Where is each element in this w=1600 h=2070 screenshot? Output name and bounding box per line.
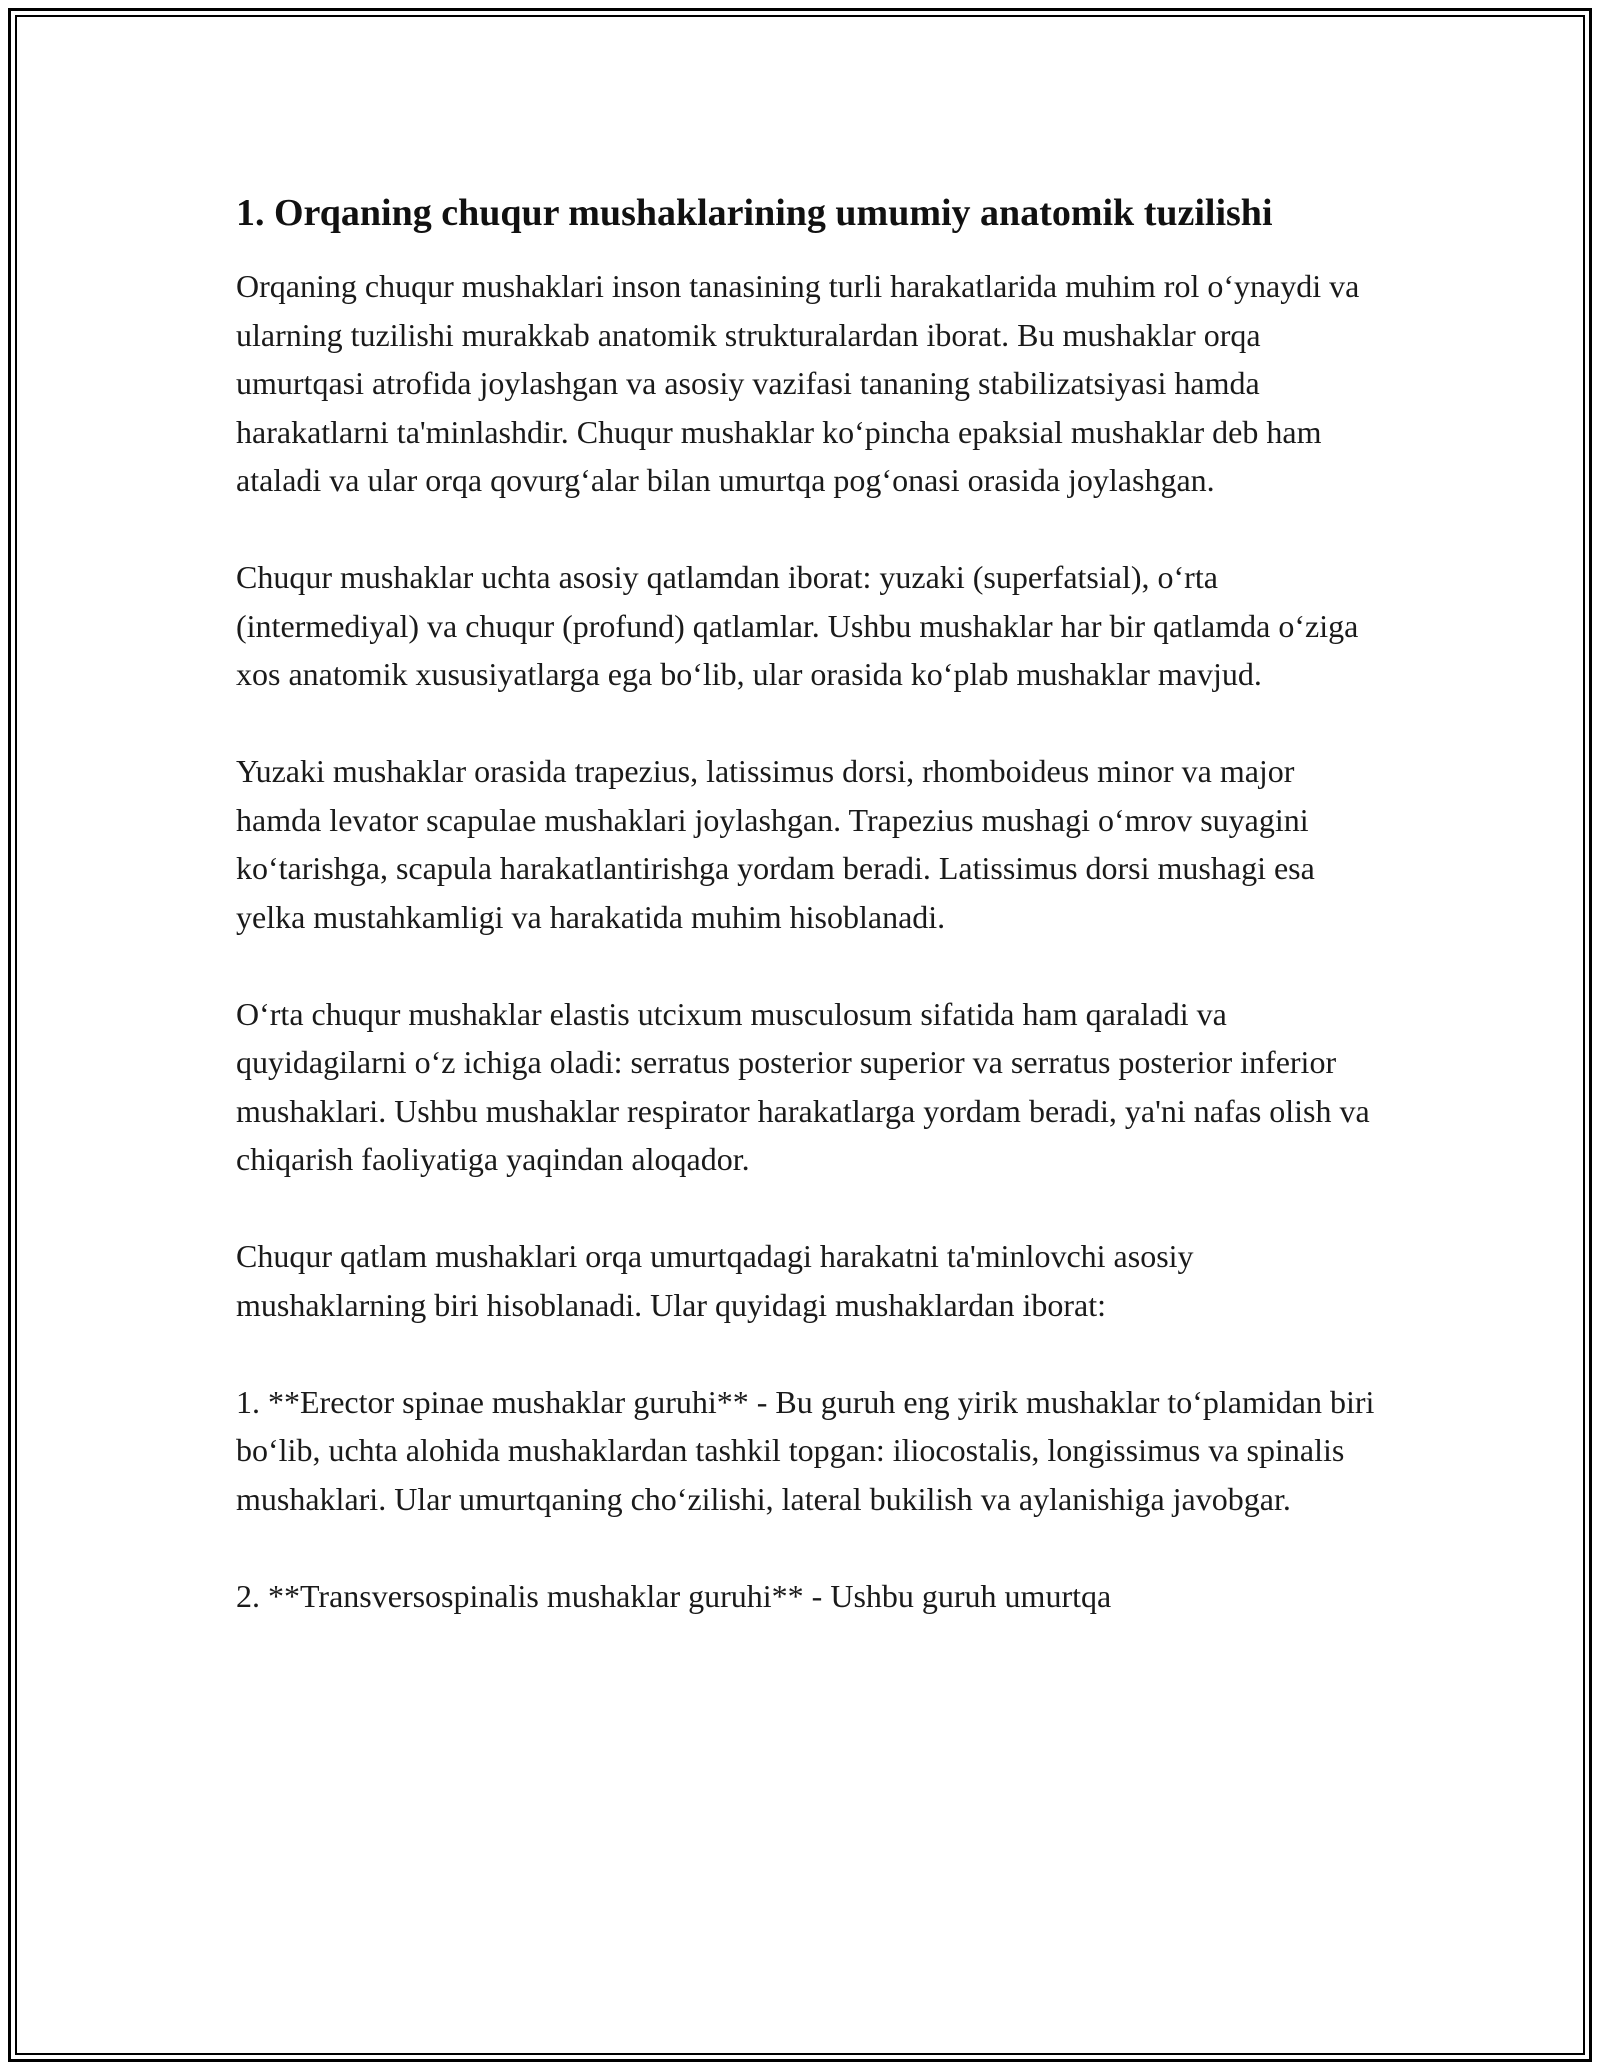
page-title: 1. Orqaning chuqur mushaklarining umumiy anatomik tuzilishi [236, 192, 1273, 234]
paragraph-intro: Orqaning chuqur mushaklari inson tanasining turli harakatlarida muhim rol o‘ynaydi va ularning tuzilishi murakkab anatomik strukturalardan iborat. Bu mushaklar orqa umurtqasi atrofida joylashgan va asosiy vazifasi tananing stabilizatsiyasi hamda harakatlarni ta'minlashdir. Chuqur mushaklar ko‘pincha epaksial mushaklar deb ham ataladi va ular orqa qovurg‘alar bilan umurtqa pog‘onasi orasida joylashgan. [236, 268, 1360, 498]
paragraph-intermediate-muscles: O‘rta chuqur mushaklar elastis utcixum musculosum sifatida ham qaraladi va quyidagilarni o‘z ichiga oladi: serratus posterior superior va serratus posterior inferior mushaklari. Ushbu mushaklar respirator harakatlarga yordam beradi, ya'ni nafas olish va chiqarish faoliyatiga yaqindan aloqador. [236, 995, 1370, 1177]
paragraph-superficial-muscles: Yuzaki mushaklar orasida trapezius, latissimus dorsi, rhomboideus minor va major hamda levator scapulae mushaklari joylashgan. Trapezius mushagi o‘mrov suyagini ko‘tarishga, scapula harakatlantirishga yordam beradi. Latissimus dorsi mushagi esa yelka mustahkamligi va harakatida muhim hisoblanadi. [236, 753, 1315, 935]
list-item-transversospinalis: 2. **Transversospinalis mushaklar guruhi** - Ushbu guruh umurtqa [236, 1577, 1112, 1614]
paragraph-layers: Chuqur mushaklar uchta asosiy qatlamdan iborat: yuzaki (superfatsial), o‘rta (intermediyal) va chuqur (profund) qatlamlar. Ushbu mushaklar har bir qatlamda o‘ziga xos anatomik xususiyatlarga ega bo‘lib, ular orasida ko‘plab mushaklar mavjud. [236, 559, 1359, 692]
paragraph-deep-layer: Chuqur qatlam mushaklari orqa umurtqadagi harakatni ta'minlovchi asosiy mushaklarning biri hisoblanadi. Ular quyidagi mushaklardan iborat: [236, 1238, 1194, 1323]
list-item-erector-spinae: 1. **Erector spinae mushaklar guruhi** - Bu guruh eng yirik mushaklar to‘plamidan biri bo‘lib, uchta alohida mushaklardan tashkil topgan: iliocostalis, longissimus va spinalis mushaklari. Ular umurtqaning cho‘zilishi, lateral bukilish va aylanishiga javobgar. [236, 1383, 1375, 1517]
document-body [236, 186, 1376, 1669]
